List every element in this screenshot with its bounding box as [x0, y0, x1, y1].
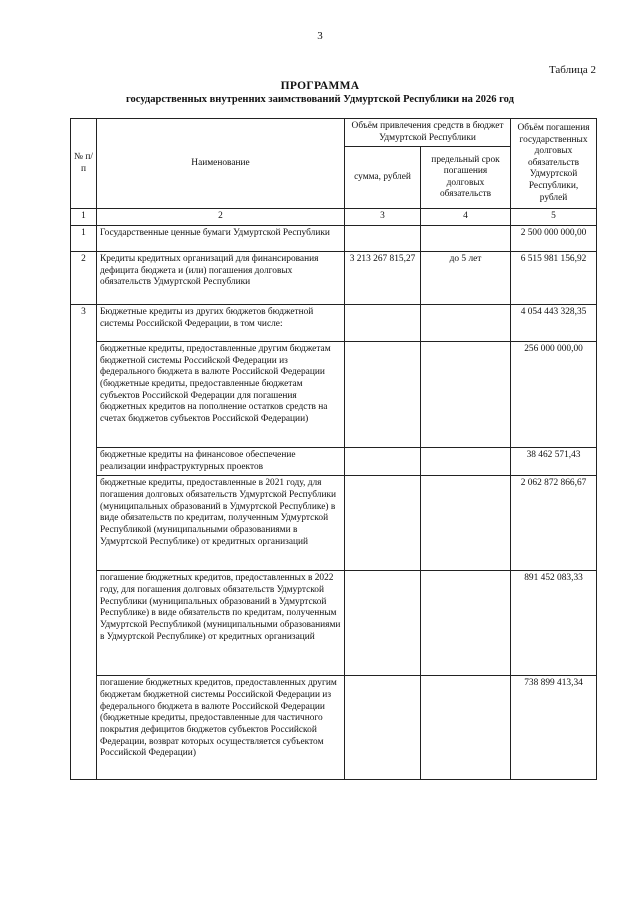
table-row [71, 476, 597, 571]
table-row [71, 251, 597, 304]
row-name: Бюджетные кредиты из других бюджетов бюджетной системы Российской Федерации, в том числе: [97, 304, 345, 341]
row-num: 3 [71, 304, 97, 779]
table-row [71, 341, 597, 447]
borrowing-program-table [70, 118, 597, 780]
row-repayment: 2 062 872 866,67 [511, 476, 597, 571]
row-sum [345, 341, 421, 447]
header-num: № п/п [71, 119, 97, 209]
row-name: бюджетные кредиты, предоставленные другим бюджетам бюджетной системы Российской Федерации из федерального бюджета в валюте Российской Федерации (бюджетные кредиты, предоставленные бюджетам субъектов Российской Федерации для погашения бюджетных кредитов на пополнение остатков средств на счетах бюджетов субъектов Российской Федерации) [97, 341, 345, 447]
row-num: 1 [71, 225, 97, 251]
row-repayment: 256 000 000,00 [511, 341, 597, 447]
row-num: 2 [71, 251, 97, 304]
table-row [71, 225, 597, 251]
row-term [421, 676, 511, 780]
page-number: 3 [317, 30, 323, 42]
row-repayment: 4 054 443 328,35 [511, 304, 597, 341]
header-term: предельный срок погашения долговых обязательств [421, 147, 511, 209]
table-row [71, 304, 597, 341]
row-sum [345, 304, 421, 341]
row-sum: 3 213 267 815,27 [345, 251, 421, 304]
row-sum [345, 225, 421, 251]
column-number: 5 [511, 209, 597, 226]
document-title: ПРОГРАММА [280, 80, 360, 92]
row-term [421, 225, 511, 251]
header-attraction-group: Объём привлечения средств в бюджет Удмуртской Республики [345, 119, 511, 147]
row-term [421, 571, 511, 676]
row-repayment: 6 515 981 156,92 [511, 251, 597, 304]
header-repayment: Объём погашения государственных долговых обязательств Удмуртской Республики, рублей [511, 119, 597, 209]
column-number: 3 [345, 209, 421, 226]
row-term [421, 447, 511, 475]
row-term: до 5 лет [421, 251, 511, 304]
header-sum: сумма, рублей [345, 147, 421, 209]
row-sum [345, 476, 421, 571]
row-name: погашение бюджетных кредитов, предоставленных в 2022 году, для погашения долговых обязательств Удмуртской Республики (муниципальных образований в Удмуртской Республике) в виде обязательств по кредитам, полученным Удмуртской Республикой (муниципальными образованиями в Удмуртской Республике) от кредитных организаций [97, 571, 345, 676]
document-subtitle: государственных внутренних заимствований Удмуртской Республики на 2026 год [126, 94, 514, 105]
row-name: Государственные ценные бумаги Удмуртской Республики [97, 225, 345, 251]
table-label: Таблица 2 [548, 64, 596, 76]
row-sum [345, 676, 421, 780]
row-repayment: 891 452 083,33 [511, 571, 597, 676]
row-name: Кредиты кредитных организаций для финансирования дефицита бюджета и (или) погашения долговых обязательств Удмуртской Республики [97, 251, 345, 304]
table-row [71, 571, 597, 676]
column-number: 4 [421, 209, 511, 226]
row-repayment: 38 462 571,43 [511, 447, 597, 475]
row-sum [345, 447, 421, 475]
row-sum [345, 571, 421, 676]
table-row [71, 676, 597, 780]
row-term [421, 304, 511, 341]
row-repayment: 2 500 000 000,00 [511, 225, 597, 251]
table-row [71, 447, 597, 475]
column-number: 2 [97, 209, 345, 226]
row-term [421, 476, 511, 571]
header-name: Наименование [97, 119, 345, 209]
row-name: бюджетные кредиты, предоставленные в 2021 году, для погашения долговых обязательств Удмуртской Республики (муниципальных образований в Удмуртской Республике) в виде обязательств по кредитам, полученным Удмуртской Республикой (муниципальными образованиями в Удмуртской Республике) от кредитных организаций [97, 476, 345, 571]
row-name: бюджетные кредиты на финансовое обеспечение реализации инфраструктурных проектов [97, 447, 345, 475]
column-number: 1 [71, 209, 97, 226]
row-repayment: 738 899 413,34 [511, 676, 597, 780]
row-term [421, 341, 511, 447]
row-name: погашение бюджетных кредитов, предоставленных другим бюджетам бюджетной системы Российской Федерации из федерального бюджета в валюте Российской Федерации (бюджетные кредиты, предоставленные для частичного покрытия дефицитов бюджетов субъектов Российской Федерации, возврат которых осуществляется субъектом Российской Федерации) [97, 676, 345, 780]
